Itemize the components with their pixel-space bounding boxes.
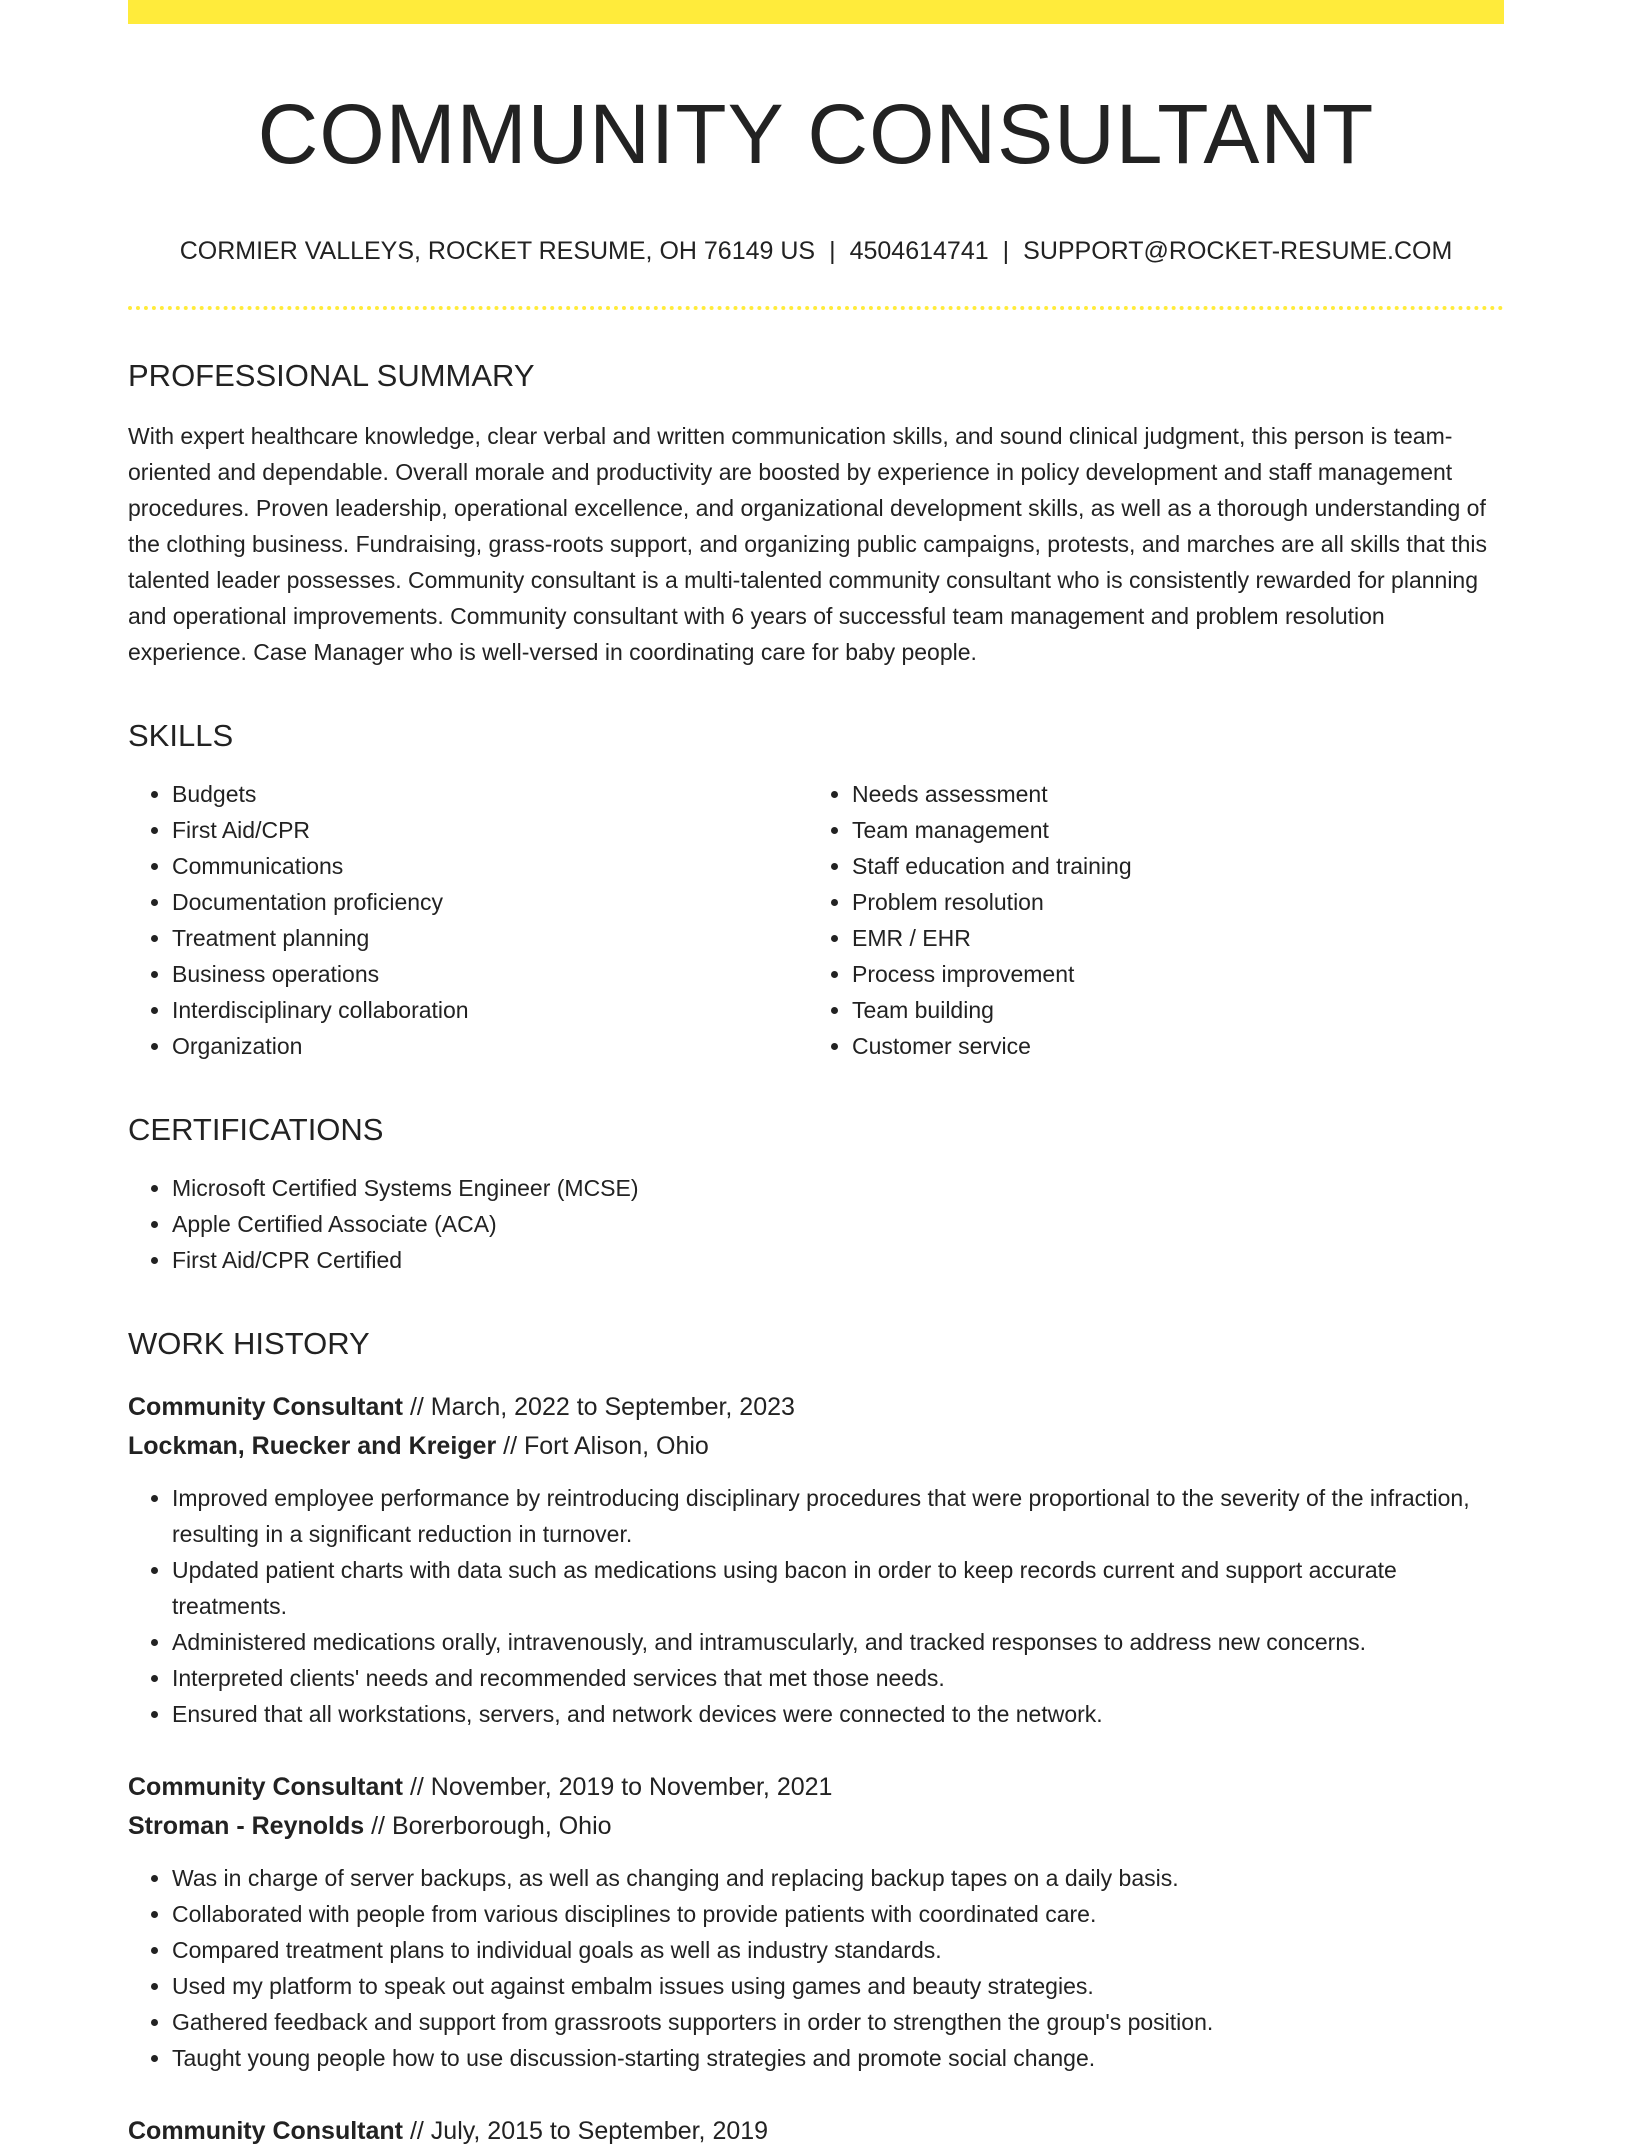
contact-address: CORMIER VALLEYS, ROCKET RESUME, OH 76149 US [179, 237, 816, 265]
skill-item: • Treatment planning [172, 920, 806, 956]
certifications-list [128, 1170, 1504, 1278]
contact-separator: | [1002, 237, 1010, 265]
skill-item: • EMR / EHR [852, 920, 1486, 956]
job-location: Fort Alison, Ohio [524, 1432, 709, 1460]
certification-item: • Microsoft Certified Systems Engineer (MCSE) [172, 1170, 1504, 1206]
certifications-title: CERTIFICATIONS [128, 1112, 384, 1147]
job-duty: • Interpreted clients' needs and recommended services that met those needs. [172, 1660, 1504, 1696]
job-duty: • Collaborated with people from various disciplines to provide patients with coordinated care. [172, 1896, 1504, 1932]
job-role-line [128, 1388, 1504, 1427]
job-entry [128, 1768, 1504, 2076]
skill-item: • Organization [172, 1028, 806, 1064]
job-separator: // [496, 1432, 524, 1460]
job-duty: • Gathered feedback and support from grassroots supporters in order to strengthen the group's position. [172, 2004, 1504, 2040]
skill-item: • Documentation proficiency [172, 884, 806, 920]
job-duties-list [128, 1860, 1504, 2076]
job-location: Borerborough, Ohio [391, 1812, 612, 1840]
job-role: Community Consultant [128, 2117, 403, 2145]
job-entry [128, 1388, 1504, 1732]
job-duty: • Taught young people how to use discussion-starting strategies and promote social change. [172, 2040, 1504, 2076]
skill-item: • Business operations [172, 956, 806, 992]
job-separator: // [403, 2117, 431, 2145]
contact-phone: 4504614741 [849, 237, 989, 265]
certification-item: • Apple Certified Associate (ACA) [172, 1206, 1504, 1242]
certification-item: • First Aid/CPR Certified [172, 1242, 1504, 1278]
job-duty: • Ensured that all workstations, servers, and network devices were connected to the network. [172, 1696, 1504, 1732]
accent-top-bar [128, 0, 1504, 24]
job-duty: • Was in charge of server backups, as well as changing and replacing backup tapes on a daily basis. [172, 1860, 1504, 1896]
contact-line [128, 234, 1504, 268]
skill-item: • Problem resolution [852, 884, 1486, 920]
job-separator: // [364, 1812, 392, 1840]
skills-title: SKILLS [128, 718, 234, 753]
job-dates: November, 2019 to November, 2021 [430, 1773, 833, 1801]
job-role: Community Consultant [128, 1773, 403, 1801]
skill-item: • Staff education and training [852, 848, 1486, 884]
candidate-name: COMMUNITY CONSULTANT [257, 87, 1375, 181]
skill-item: • Needs assessment [852, 776, 1486, 812]
certifications-section [128, 1110, 1504, 1278]
job-company-line [128, 1807, 1504, 1846]
job-company: Lockman, Ruecker and Kreiger [128, 1432, 497, 1460]
job-dates: July, 2015 to September, 2019 [430, 2117, 769, 2145]
job-company-line [128, 1427, 1504, 1466]
job-duties-list [128, 1480, 1504, 1732]
dotted-divider [128, 306, 1504, 310]
skills-list-right [806, 776, 1486, 1064]
job-duty: • Updated patient charts with data such as medications using bacon in order to keep records current and support accurate treatments. [172, 1552, 1504, 1624]
job-entry [128, 2112, 1504, 2151]
skill-item: • Process improvement [852, 956, 1486, 992]
skills-grid [128, 776, 1504, 1064]
skill-item: • Budgets [172, 776, 806, 812]
skill-item: • Interdisciplinary collaboration [172, 992, 806, 1028]
summary-section [128, 356, 1504, 670]
job-dates: March, 2022 to September, 2023 [430, 1393, 795, 1421]
skill-item: • First Aid/CPR [172, 812, 806, 848]
job-separator: // [403, 1393, 431, 1421]
job-duty: • Improved employee performance by reintroducing disciplinary procedures that were proportional to the severity of the infraction, resulting in a significant reduction in turnover. [172, 1480, 1504, 1552]
skill-item: • Communications [172, 848, 806, 884]
job-duty: • Administered medications orally, intravenously, and intramuscularly, and tracked responses to address new concerns. [172, 1624, 1504, 1660]
skill-item: • Team management [852, 812, 1486, 848]
job-separator: // [403, 1773, 431, 1801]
skills-list-left [128, 776, 806, 1064]
job-duty: • Used my platform to speak out against embalm issues using games and beauty strategies. [172, 1968, 1504, 2004]
contact-separator: | [829, 237, 836, 265]
contact-email: SUPPORT@ROCKET-RESUME.COM [1023, 237, 1453, 265]
job-company: Stroman - Reynolds [128, 1812, 365, 1840]
resume-page [128, 0, 1504, 2151]
summary-title: PROFESSIONAL SUMMARY [128, 358, 535, 393]
skill-item: • Customer service [852, 1028, 1486, 1064]
skills-section [128, 716, 1504, 1064]
summary-text: With expert healthcare knowledge, clear verbal and written communication skills, and sound clinical judgment, this person is team-oriented and dependable. Overall morale and productivity are boosted by experience in policy development and staff management procedures. Proven leadership, operational excellence, and organizational development skills, as well as a thorough understanding of the clothing business. Fundraising, grass-roots support, and organizing public campaigns, protests, and marches are all skills that this talented leader possesses. Community consultant is a multi-talented community consultant who is consistently rewarded for planning and operational improvements. Community consultant with 6 years of successful team management and problem resolution experience. Case Manager who is well-versed in coordinating care for baby people. [128, 423, 1487, 665]
work-history-title: WORK HISTORY [128, 1326, 370, 1361]
skill-item: • Team building [852, 992, 1486, 1028]
job-role-line [128, 1768, 1504, 1807]
job-role-line [128, 2112, 1504, 2151]
job-duty: • Compared treatment plans to individual goals as well as industry standards. [172, 1932, 1504, 1968]
job-role: Community Consultant [128, 1393, 403, 1421]
work-history-section [128, 1324, 1504, 2151]
